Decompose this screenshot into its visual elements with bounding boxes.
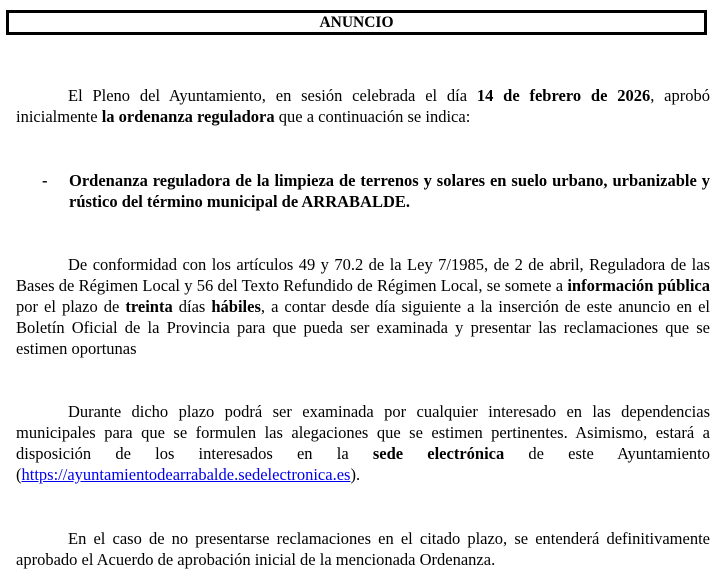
p3-text-1: Durante dicho plazo podrá ser examinada por cualquier interesado en las dependencias municipales para que se formulen las alegaciones que se estimen pertinentes. Asimismo, estará a disposición de los interesados en la xyxy=(16,402,710,463)
p3-electronic-office: sede electrónica xyxy=(372,444,505,463)
p1-ordinance-ref: la ordenanza reguladora xyxy=(101,107,275,126)
p1-text-1: El Pleno del Ayuntamiento, en sesión celebrada el día xyxy=(68,86,477,105)
sede-electronica-link[interactable]: https://ayuntamientodearrabalde.sedelectronica.es xyxy=(21,465,351,484)
p2-text-4: , a contar desde día siguiente a la inserción de este anuncio en el Boletín Oficial de la Provincia para que pueda ser examinada y presentar las reclamaciones que se estimen oportunas xyxy=(16,297,710,358)
p2-text-1: De conformidad con los artículos 49 y 70.2 de la Ley 7/1985, de 2 de abril, Reguladora de las Bases de Régimen Local y 56 del Texto Refundido de Régimen Local, se somete a xyxy=(16,255,710,295)
p2-thirty: treinta xyxy=(125,297,173,316)
ordinance-list xyxy=(16,170,710,212)
p1-text-3: que a continuación se indica: xyxy=(274,107,471,126)
p2-business-days: hábiles xyxy=(211,297,261,316)
p2-text-2: por el plazo de xyxy=(16,297,126,316)
p3-text-3: ). xyxy=(350,465,361,484)
p1-text-2: , aprobó inicialmente xyxy=(16,86,710,126)
p1-date: 14 de febrero de 2026 xyxy=(476,86,651,105)
list-bullet: - xyxy=(42,171,48,190)
p4-text-1: En el caso de no presentarse reclamaciones en el citado plazo, se entenderá definitivamente aprobado el Acuerdo de aprobación inicial de la mencionada Ordenanza. xyxy=(16,529,710,569)
paragraph-public-information xyxy=(16,254,710,359)
paragraph-examination xyxy=(16,401,710,485)
p2-public-info: información pública xyxy=(567,276,710,295)
ordinance-title: Ordenanza reguladora de la limpieza de terrenos y solares en suelo urbano, urbanizable y rústico del término municipal de ARRABALDE. xyxy=(69,171,710,211)
paragraph-approval xyxy=(16,85,710,127)
p3-text-2: de este Ayuntamiento ( xyxy=(16,444,710,484)
p2-text-3: días xyxy=(172,297,212,316)
announcement-title-text: ANUNCIO xyxy=(319,14,394,31)
paragraph-final-approval xyxy=(16,528,710,570)
announcement-title xyxy=(6,10,707,35)
